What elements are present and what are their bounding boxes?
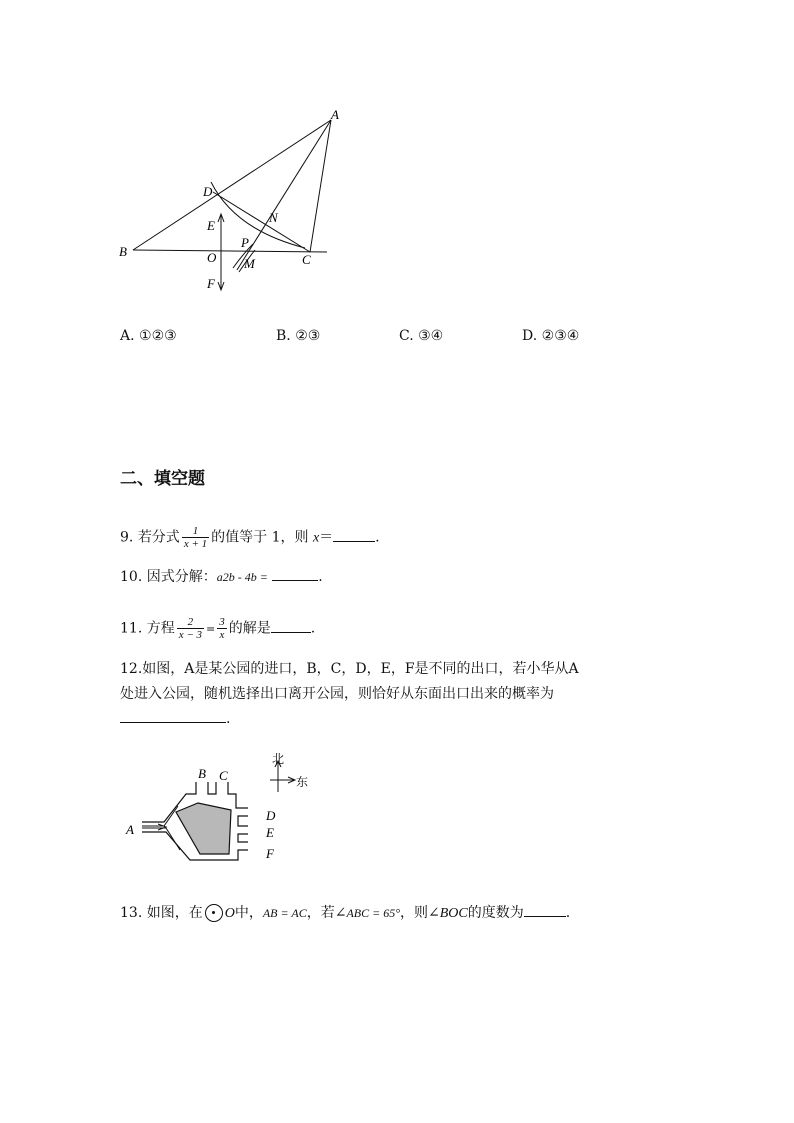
- label-d: D: [203, 184, 213, 199]
- q11-post: 的解是: [228, 620, 271, 637]
- choice-a-text: ①②③: [139, 328, 177, 344]
- choice-b[interactable]: [276, 328, 320, 344]
- circle-center-dot: [212, 911, 215, 914]
- q11-fraction-1: [177, 616, 204, 641]
- choice-d[interactable]: [522, 328, 579, 344]
- question-12-line-3: [120, 708, 230, 729]
- label-entrance-a: A: [126, 822, 134, 837]
- choice-c[interactable]: [399, 328, 443, 344]
- choice-b-letter: B.: [276, 328, 291, 344]
- q9-var: x: [312, 530, 320, 546]
- q9-fraction: [182, 525, 209, 550]
- compass-north-label: 北: [272, 752, 285, 766]
- q10-answer-blank[interactable]: [272, 566, 318, 581]
- q9-tail: ＝: [319, 529, 334, 546]
- q9-answer-blank[interactable]: [333, 527, 375, 542]
- line-bc: [133, 250, 327, 252]
- q9-prefix: 若分式: [137, 529, 180, 546]
- q11-answer-blank[interactable]: [271, 618, 311, 633]
- q10-end: .: [318, 569, 323, 585]
- label-n: N: [269, 210, 278, 225]
- q9-frac-den: x + 1: [183, 538, 208, 550]
- q10-prefix: 因式分解：: [146, 569, 217, 585]
- q13-post: 的度数为: [467, 905, 524, 921]
- label-f: F: [207, 276, 215, 291]
- compass-east-label: 东: [296, 775, 309, 789]
- choice-c-text: ③④: [418, 328, 444, 344]
- q11-end: .: [310, 620, 316, 637]
- q9-post: 的值等于 1，则: [211, 529, 313, 546]
- question-10: [120, 566, 323, 587]
- q11-f1-den: x − 3: [178, 629, 203, 641]
- q13-prefix: 如图，在: [146, 905, 203, 921]
- q11-number: 11.: [120, 620, 143, 637]
- label-exit-d: D: [266, 808, 276, 823]
- park-pentagon: [176, 803, 231, 854]
- section-title: 二、填空题: [120, 469, 205, 489]
- circle-o-symbol: [205, 904, 223, 922]
- q12-line2: 处进入公园，随机选择出口离开公园，则恰好从东面出口出来的概率为: [120, 686, 554, 702]
- q12-line1: 如图，A是某公园的进口，B，C，D，E，F是不同的出口，若小华从A: [142, 661, 579, 677]
- q11-fraction-2: [217, 616, 227, 641]
- choice-c-letter: C.: [399, 328, 414, 344]
- q13-circle-name: O: [224, 906, 235, 921]
- choice-d-letter: D.: [522, 328, 538, 344]
- label-exit-b: B: [198, 766, 206, 781]
- q12-number: 12.: [120, 661, 143, 677]
- label-exit-e: E: [266, 825, 274, 840]
- choice-a-letter: A.: [120, 328, 135, 344]
- label-e: E: [207, 218, 215, 233]
- q9-end: .: [375, 529, 380, 546]
- label-a: A: [331, 107, 339, 122]
- q13-angle-abc: ABC = 65°: [346, 906, 401, 920]
- q9-frac-num: 1: [192, 525, 199, 537]
- label-p: P: [241, 235, 249, 250]
- label-exit-c: C: [219, 768, 228, 783]
- label-o: O: [207, 250, 217, 265]
- arc-dc: [211, 182, 305, 248]
- label-m: M: [244, 256, 255, 271]
- park-map-figure: [120, 746, 320, 871]
- label-exit-f: F: [266, 846, 274, 861]
- q12-end: .: [226, 711, 231, 727]
- question-13: [120, 902, 570, 924]
- q12-answer-blank[interactable]: [120, 708, 226, 723]
- q11-f2-num: 3: [219, 616, 225, 628]
- q11-equals: =: [206, 622, 216, 636]
- q11-prefix: 方程: [146, 620, 175, 637]
- q13-sep2: ，则∠: [400, 905, 440, 921]
- question-12-line-2: [120, 684, 554, 704]
- question-11: [120, 616, 315, 641]
- geometry-figure: [115, 104, 345, 294]
- line-ab: [133, 120, 331, 250]
- q13-sep: ，若∠: [306, 905, 347, 921]
- choice-a[interactable]: [120, 328, 177, 344]
- q10-expression: a2b - 4b =: [216, 570, 268, 584]
- q13-mid: 中，: [234, 905, 263, 921]
- label-b: B: [119, 244, 127, 259]
- question-12-line-1: [120, 659, 579, 679]
- q13-number: 13.: [120, 905, 143, 921]
- q11-f1-num: 2: [187, 616, 194, 628]
- q9-number: 9.: [120, 529, 134, 546]
- label-c: C: [302, 252, 311, 267]
- q13-end: .: [565, 905, 571, 921]
- choice-b-text: ②③: [295, 328, 321, 344]
- q13-angle-boc: BOC: [439, 906, 468, 921]
- line-dc: [213, 192, 310, 252]
- line-ac: [310, 120, 331, 252]
- line-ap: [237, 120, 331, 270]
- entrance-lines: [142, 806, 180, 850]
- q10-number: 10.: [120, 569, 143, 585]
- q13-condition: AB = AC: [262, 906, 307, 920]
- question-9: [120, 525, 380, 550]
- choice-d-text: ②③④: [541, 328, 580, 344]
- q13-answer-blank[interactable]: [524, 902, 566, 917]
- q11-f2-den: x: [217, 628, 227, 641]
